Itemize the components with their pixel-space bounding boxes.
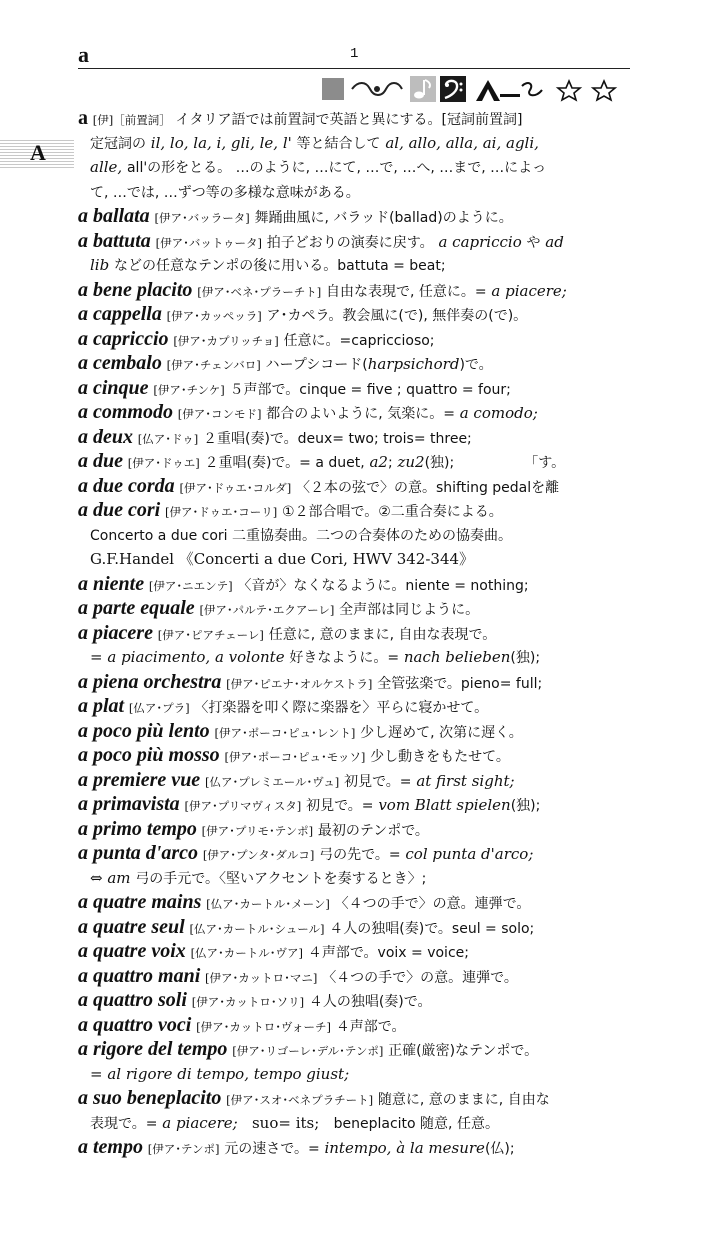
entry-a-cembalo <box>78 351 634 376</box>
etymology: [伊ア･リゴーレ･デル･テンポ] <box>232 1044 384 1058</box>
entry-a-rigore-del-tempo <box>78 1037 634 1062</box>
entry-a-due-cori-line-3 <box>78 547 634 572</box>
side-index-tab <box>0 138 74 168</box>
etymology: [伊ア･ベネ･プラーチト] <box>197 284 322 299</box>
dictionary-entries <box>78 106 634 1160</box>
etymology: [伊ア･カットロ･マニ] <box>205 970 318 985</box>
entry-a-piena-orchestra <box>78 670 634 695</box>
etymology: [伊ア･プリモ･テンポ] <box>201 823 314 838</box>
headword: a poco più lento <box>78 719 210 742</box>
definition: ４人の独唱(奏)で。seul = solo; <box>329 920 535 937</box>
definition: ４声部で。voix = voice; <box>307 945 469 961</box>
entry-a-suo-beneplacito <box>78 1086 634 1111</box>
definition: 元の速さで。= <box>224 1141 320 1157</box>
entry-a-quattro-mani <box>78 964 634 989</box>
definition: 全声部は同じように。 <box>339 602 480 618</box>
definition: ⇔ <box>90 868 103 887</box>
etymology: [伊ア･ドゥエ･コルダ] <box>179 480 292 495</box>
definition: 初見で。= <box>306 798 374 814</box>
etymology: [伊ア･ポーコ･ピュ･モッソ] <box>224 750 366 764</box>
definition: ４声部で。 <box>335 1018 406 1035</box>
definition: ２重唱(奏)で。deux= two; trois= three; <box>203 430 472 447</box>
definition-continuation: 「す。 <box>524 455 566 471</box>
definition: 正確(厳密)なテンポで。 <box>388 1043 539 1059</box>
headword: a premiere vue <box>78 768 201 791</box>
entry-a-primo-tempo <box>78 817 634 842</box>
example: at first sight; <box>416 771 515 790</box>
entry-a-capriccio <box>78 327 634 352</box>
definition: 表現で。= <box>90 1115 158 1132</box>
header-rule <box>78 68 630 69</box>
definition: )で。 <box>459 357 493 373</box>
entry-a-due <box>78 449 634 474</box>
entry-a-due-cori-line-2 <box>78 523 634 548</box>
entry-a-battuta <box>78 229 634 254</box>
example: ad <box>545 232 564 251</box>
entry-a-niente <box>78 572 634 597</box>
definition: 弓の先で。= <box>319 847 401 863</box>
headword: a quattro voci <box>78 1013 192 1036</box>
entry-a-quatre-seul <box>78 915 634 940</box>
headword: a suo beneplacito <box>78 1087 222 1109</box>
definition: 任意に, 意のままに, 自由な表現で。 <box>268 626 497 643</box>
entry-a-suo-beneplacito-line-2 <box>78 1111 634 1136</box>
definition: (独); <box>510 798 541 814</box>
definition: 〈音が〉なくなるように。niente = nothing; <box>237 577 529 594</box>
definition: 初見で。= <box>344 773 412 790</box>
etymology: [伊ア･バットゥータ] <box>155 235 263 250</box>
headword: a poco più mosso <box>78 744 220 766</box>
definition: 定冠詞の <box>90 135 146 152</box>
entry-a-piacere <box>78 621 634 646</box>
etymology: [仏ア･ドゥ] <box>137 431 199 446</box>
headword: a piena orchestra <box>78 670 222 693</box>
definition: ２重唱(奏)で。= a duet, <box>204 455 365 471</box>
headword: a parte equale <box>78 597 195 619</box>
entry-a-line-4 <box>78 180 634 205</box>
entry-a-cappella <box>78 302 634 327</box>
entry-a-quatre-mains <box>78 890 634 915</box>
definition: ハープシコード( <box>265 357 368 373</box>
headword: a due cori <box>78 499 161 521</box>
entry-a-line-2 <box>78 131 634 156</box>
definition: 〈４つの手で〉の意。連弾で。 <box>322 969 518 986</box>
etymology: [仏ア･カートル･ヴア] <box>190 946 304 960</box>
definition: 随意に, 意のままに, 自由な <box>377 1092 550 1108</box>
example: alle, <box>90 158 123 176</box>
definition: all'の形をとる。 …のように, …にて, …で, …へ, …まで, …によっ <box>126 160 547 176</box>
etymology: [伊ア･チェンバロ] <box>166 358 261 372</box>
definition: イタリア語では前置詞で英語と異にする。[冠詞前置詞] <box>175 112 523 128</box>
etymology: [伊ア･カットロ･ヴォーチ] <box>196 1019 332 1034</box>
definition: (仏); <box>484 1141 515 1157</box>
headword: a quattro mani <box>78 964 201 987</box>
entry-a-battuta-line-2 <box>78 253 634 278</box>
entry-a-parte-equale <box>78 596 634 621</box>
headword: a capriccio <box>78 327 169 350</box>
etymology: [伊ア･スオ･ベネプラチート] <box>226 1093 374 1107</box>
headword: a deux <box>78 425 133 448</box>
etymology: [伊ア･ドゥエ･コーリ] <box>165 505 278 519</box>
page-header <box>78 40 630 68</box>
headword: a tempo <box>78 1136 143 1158</box>
etymology: [伊]［前置詞］ <box>92 113 171 127</box>
etymology: [伊ア･ピエナ･オルケストラ] <box>226 676 373 691</box>
gray-square-icon <box>322 78 344 100</box>
headword: a due corda <box>78 474 175 497</box>
etymology: [伊ア･プンタ･ダルコ] <box>202 848 315 862</box>
etymology: [伊ア･プリマヴィスタ] <box>184 799 302 813</box>
definition: ア･カペラ。教会風に(で), 無伴奏の(で)。 <box>266 308 528 324</box>
headword: a battuta <box>78 229 151 252</box>
headword: a plat <box>78 695 125 717</box>
definition: 好きなように。= <box>289 650 400 666</box>
headword: a primo tempo <box>78 817 197 840</box>
headword: a quattro soli <box>78 989 187 1011</box>
scroll-ornament-icon <box>350 80 404 98</box>
music-note-icon <box>410 76 436 102</box>
headword: a bene placito <box>78 278 193 301</box>
definition: (独); <box>510 650 541 666</box>
headword: a punta d'arco <box>78 842 199 864</box>
entry-a-line-3 <box>78 155 634 180</box>
entry-a-tempo <box>78 1135 634 1160</box>
example: a piacere; <box>491 281 567 300</box>
definition: 〈打楽器を叩く際に楽器を〉平らに寝かせて。 <box>194 700 489 716</box>
definition: 等と結合して <box>296 135 381 152</box>
etymology: [伊ア･パルテ･エクアーレ] <box>199 603 335 617</box>
example: zu2 <box>397 453 425 471</box>
example: intempo, à la mesure <box>324 1139 485 1157</box>
definition: 少し遅めて, 次第に遅く。 <box>360 724 523 741</box>
example: a piacimento, a volonte <box>107 648 285 666</box>
example: il, lo, la, i, gli, le, l' <box>150 133 292 152</box>
definition: などの任意なテンポの後に用いる。battuta = beat; <box>113 258 446 274</box>
definition: 少し動きをもたせて。 <box>370 749 510 765</box>
example: a capriccio <box>438 232 522 251</box>
etymology: [伊ア･カプリッチョ] <box>173 333 279 348</box>
bass-clef-icon <box>440 76 466 102</box>
example: al, allo, alla, ai, agli, <box>385 133 539 152</box>
definition: て, …では, …ずつ等の多様な意味がある。 <box>90 184 360 201</box>
example: a2 <box>369 453 388 471</box>
etymology: [伊ア･バッラータ] <box>154 211 250 225</box>
definition: = <box>90 648 103 666</box>
headword: a niente <box>78 572 145 595</box>
entry-a-deux <box>78 425 634 450</box>
etymology: [伊ア･コンモド] <box>177 407 262 421</box>
header-letter: a <box>78 42 89 67</box>
etymology: [伊ア･ドゥエ] <box>127 456 200 470</box>
entry-a-ballata <box>78 204 634 229</box>
etymology: [伊ア･カットロ･ソリ] <box>191 995 305 1009</box>
entry-a-premiere-vue <box>78 768 634 793</box>
music-logo-icon <box>474 78 624 102</box>
header-ornaments <box>322 76 628 102</box>
etymology: [仏ア･カートル･シュール] <box>189 921 325 936</box>
entry-a-poco-piu-lento <box>78 719 634 744</box>
page-number: 1 <box>350 46 359 62</box>
entry-a-punta-darco <box>78 841 634 866</box>
definition: (独); <box>424 455 455 471</box>
etymology: [伊ア･ピアチェーレ] <box>157 627 264 642</box>
etymology: [伊ア･ポーコ･ピュ･レント] <box>214 725 356 740</box>
definition: ①２部合唱で。②二重合奏による。 <box>281 504 503 520</box>
definition: 〈２本の弦で〉の意。shifting pedalを離 <box>295 479 560 496</box>
headword: a quatre mains <box>78 891 202 913</box>
definition: 最初のテンポで。 <box>317 822 429 839</box>
definition: 〈４つの手で〉の意。連弾で。 <box>334 896 531 912</box>
etymology: [仏ア･プラ] <box>128 701 190 715</box>
definition: 弓の手元で。〈堅いアクセントを奏するとき〉; <box>135 870 427 887</box>
entry-a-primavista <box>78 792 634 817</box>
definition: 全管弦楽で。pieno= full; <box>377 675 543 692</box>
entry-a <box>78 106 634 131</box>
entry-a-quattro-voci <box>78 1013 634 1038</box>
entry-a-rigore-del-tempo-line-2 <box>78 1062 634 1087</box>
headword: a quatre seul <box>78 915 185 938</box>
headword: a cembalo <box>78 352 162 374</box>
entry-a-punta-darco-line-2 <box>78 866 634 891</box>
example: col punta d'arco; <box>405 845 534 863</box>
definition: beneplacito 随意, 任意。 <box>333 1115 499 1132</box>
headword: a ballata <box>78 205 150 227</box>
entry-a-piacere-line-2 <box>78 645 634 670</box>
etymology: [伊ア･テンポ] <box>147 1142 220 1156</box>
example: harpsichord <box>367 355 460 373</box>
definition: = <box>90 1064 103 1083</box>
entry-a-bene-placito <box>78 278 634 303</box>
side-tab-letter: A <box>30 140 46 165</box>
entry-a-cinque <box>78 376 634 401</box>
example: nach belieben <box>403 648 511 666</box>
definition: 任意に。=capriccioso; <box>283 332 435 349</box>
definition: 都合のよいように, 気楽に。= <box>266 406 455 422</box>
entry-a-quatre-voix <box>78 939 634 964</box>
entry-a-due-cori <box>78 498 634 523</box>
headword: a due <box>78 450 123 472</box>
definition: ５声部で。cinque = five ; quattro = four; <box>229 381 511 398</box>
example: a comodo; <box>459 404 538 422</box>
entry-a-quattro-soli <box>78 988 634 1013</box>
entry-a-commodo <box>78 400 634 425</box>
definition: ; <box>387 455 393 471</box>
headword: a commodo <box>78 401 173 423</box>
definition: 拍子どおりの演奏に戻す。 <box>266 234 434 251</box>
entry-a-plat <box>78 694 634 719</box>
example: al rigore di tempo, tempo giust; <box>107 1064 350 1083</box>
definition: G.F.Handel 《Concerti a due Cori, HWV 342-344》 <box>90 550 475 568</box>
definition: 自由な表現で, 任意に。= <box>325 283 487 300</box>
headword: a piacere <box>78 621 153 644</box>
definition: suo= its; <box>251 1113 320 1132</box>
etymology: [仏ア･カートル･メーン] <box>206 897 330 911</box>
headword: a quatre voix <box>78 940 186 962</box>
definition: や <box>526 234 541 251</box>
entry-a-poco-piu-mosso <box>78 743 634 768</box>
headword: a <box>78 107 88 129</box>
entry-a-due-corda <box>78 474 634 499</box>
definition: 舞踊曲風に, バラッド(ballad)のように。 <box>254 210 513 226</box>
etymology: [仏ア･プレミエール･ヴュ] <box>204 774 340 789</box>
headword: a cappella <box>78 303 162 325</box>
example: a piacere; <box>162 1113 238 1132</box>
definition: ４人の独唱(奏)で。 <box>308 994 432 1010</box>
headword: a rigore del tempo <box>78 1038 228 1060</box>
example: am <box>107 868 131 887</box>
definition: Concerto a due cori 二重協奏曲。二つの合奏体のための協奏曲。 <box>90 527 512 544</box>
etymology: [伊ア･チンケ] <box>153 382 225 397</box>
etymology: [伊ア･カッペッラ] <box>166 309 262 323</box>
example: lib <box>90 256 110 274</box>
example: vom Blatt spielen <box>378 796 511 814</box>
etymology: [伊ア･ニエンテ] <box>148 578 233 593</box>
headword: a primavista <box>78 793 180 815</box>
headword: a cinque <box>78 376 149 399</box>
